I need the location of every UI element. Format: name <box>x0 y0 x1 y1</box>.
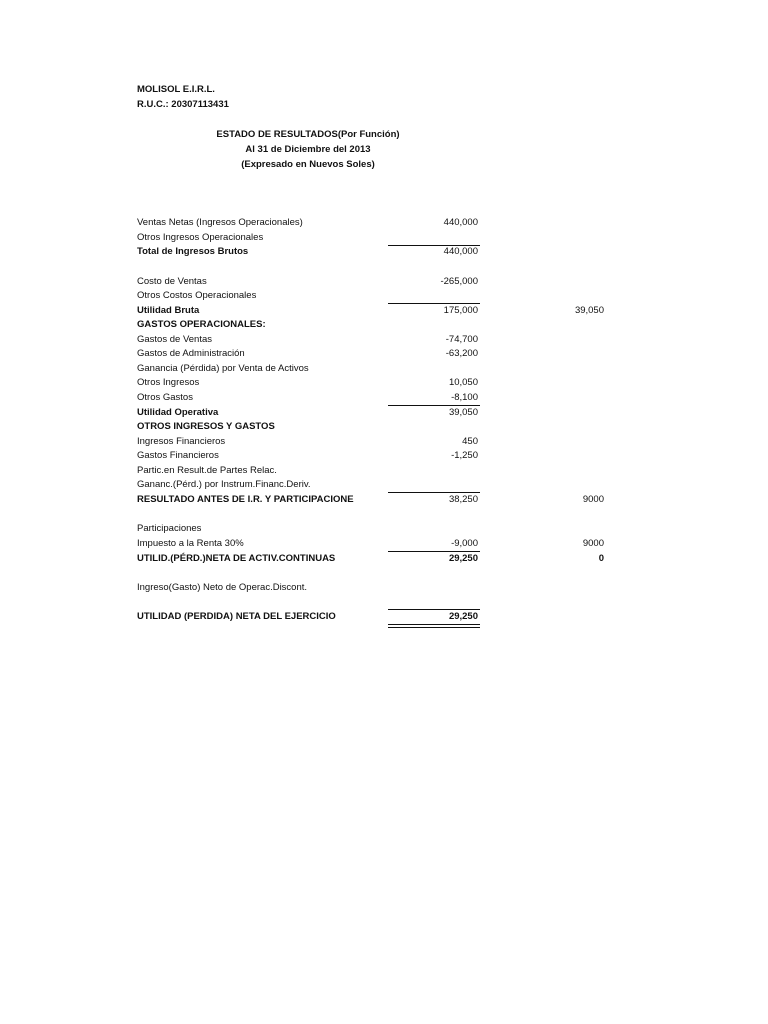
row-value: 29,250 <box>448 611 478 622</box>
row-label: Gastos de Administración <box>137 348 245 359</box>
company-name: MOLISOL E.I.R.L. <box>137 84 215 95</box>
report-title: ESTADO DE RESULTADOS(Por Función) <box>216 129 400 140</box>
row-value: 440,000 <box>443 246 478 257</box>
report-date: Al 31 de Diciembre del 2013 <box>245 144 371 155</box>
row-label: RESULTADO ANTES DE I.R. Y PARTICIPACIONE <box>137 494 354 505</box>
row-extra-value: 39,050 <box>574 305 604 316</box>
section-header: GASTOS OPERACIONALES: <box>137 319 266 330</box>
row-label: Utilidad Bruta <box>137 305 200 316</box>
row-label: Ingreso(Gasto) Neto de Operac.Discont. <box>137 582 308 593</box>
subtotal-rule <box>388 405 480 406</box>
total-double-rule <box>388 624 480 628</box>
row-value: 38,250 <box>448 494 478 505</box>
row-value: -8,100 <box>451 392 478 403</box>
row-label: Partic.en Result.de Partes Relac. <box>137 465 277 476</box>
row-value: -265,000 <box>440 276 478 287</box>
row-label: Ventas Netas (Ingresos Operacionales) <box>137 217 303 228</box>
row-extra-value: 9000 <box>582 494 604 505</box>
section-header: OTROS INGRESOS Y GASTOS <box>137 421 275 432</box>
row-label: Otros Gastos <box>137 392 193 403</box>
row-extra-value: 0 <box>598 553 604 564</box>
total-top-rule <box>388 609 480 610</box>
row-label: Total de Ingresos Brutos <box>137 246 249 257</box>
row-value: 39,050 <box>448 407 478 418</box>
company-ruc: R.U.C.: 20307113431 <box>137 99 229 110</box>
row-label: Gastos de Ventas <box>137 334 212 345</box>
report-currency: (Expresado en Nuevos Soles) <box>241 159 375 170</box>
row-extra-value: 9000 <box>582 538 604 549</box>
row-value: -74,700 <box>445 334 478 345</box>
subtotal-rule <box>388 303 480 304</box>
row-label: Gananc.(Pérd.) por Instrum.Financ.Deriv. <box>137 479 311 490</box>
row-label: Impuesto a la Renta 30% <box>137 538 244 549</box>
row-label: Ganancia (Pérdida) por Venta de Activos <box>137 363 309 374</box>
row-label: Otros Ingresos Operacionales <box>137 232 264 243</box>
row-label: UTILID.(PÉRD.)NETA DE ACTIV.CONTINUAS <box>137 553 336 564</box>
row-label: Ingresos Financieros <box>137 436 226 447</box>
row-value: -1,250 <box>451 450 478 461</box>
row-label: Utilidad Operativa <box>137 407 219 418</box>
row-value: -63,200 <box>445 348 478 359</box>
row-label: Otros Ingresos <box>137 377 200 388</box>
row-value: 29,250 <box>448 553 478 564</box>
row-value: 440,000 <box>443 217 478 228</box>
row-label: Participaciones <box>137 523 202 534</box>
row-value: 175,000 <box>443 305 478 316</box>
subtotal-rule <box>388 492 480 493</box>
row-label: Otros Costos Operacionales <box>137 290 257 301</box>
row-label: Gastos Financieros <box>137 450 219 461</box>
row-value: 450 <box>462 436 478 447</box>
row-value: -9,000 <box>451 538 478 549</box>
subtotal-rule <box>388 551 480 552</box>
row-value: 10,050 <box>448 377 478 388</box>
row-label: Costo de Ventas <box>137 276 207 287</box>
row-label: UTILIDAD (PERDIDA) NETA DEL EJERCICIO <box>137 611 336 622</box>
